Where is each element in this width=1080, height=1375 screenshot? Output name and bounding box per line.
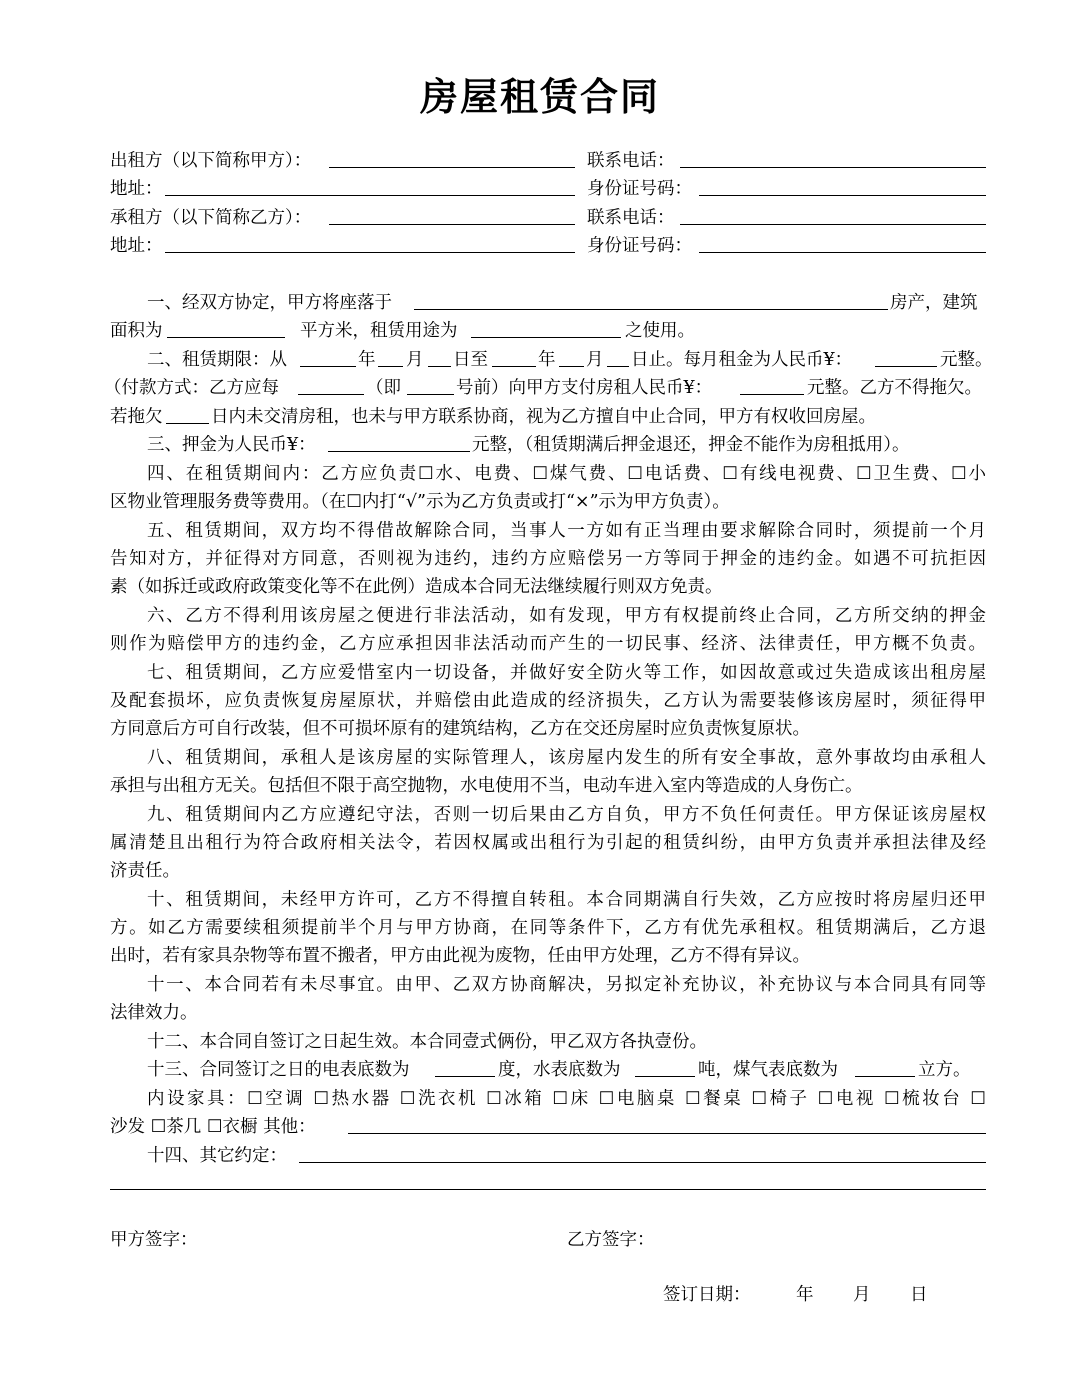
lessor-label: 出租方（以下简称甲方）： <box>110 151 312 171</box>
property-location-field[interactable] <box>414 291 888 310</box>
pay-day-field[interactable] <box>407 376 454 395</box>
clause-1-line-2 <box>110 317 986 345</box>
clause-text: （即 <box>366 378 401 398</box>
clause-7-line-2: 及配套损坏，应负责恢复房屋原状，并赔偿由此造成的经济损失，乙方认为需要装修该房屋时，须征得甲 <box>110 691 986 711</box>
clause-6-line-2: 则作为赔偿甲方的违约金，乙方应承担因非法活动而产生的一切民事、经济、法律责任，甲方概不负责。 <box>110 634 986 654</box>
start-month-field[interactable] <box>378 348 403 367</box>
end-year-field[interactable] <box>492 348 536 367</box>
deposit-field[interactable] <box>328 433 470 452</box>
other-terms-line-2[interactable] <box>110 1189 986 1190</box>
clause-1-line-1 <box>110 289 986 317</box>
lessee-id-field[interactable] <box>699 234 986 253</box>
lessor-address-field[interactable] <box>165 177 575 196</box>
lessor-id-label: 身份证号码： <box>587 179 692 199</box>
clause-9-line-3: 济责任。 <box>110 861 180 881</box>
clause-text: 二、租赁期限：从 <box>147 350 287 370</box>
clause-2-line-2 <box>104 374 986 402</box>
clause-text: 元整。乙方不得拖欠。 <box>807 378 982 398</box>
clause-6-line-1: 六、乙方不得利用该房屋之便进行非法活动，如有发现，甲方有权提前终止合同，乙方所交纳的押金 <box>147 606 986 626</box>
clause-text: 元整。 <box>940 350 993 370</box>
clause-text: 一、经双方协定，甲方将座落于 <box>147 293 392 313</box>
clause-text: 平方米，租赁用途为 <box>300 321 458 341</box>
lessor-address-row <box>110 175 986 203</box>
lessee-phone-field[interactable] <box>680 206 986 225</box>
clause-text: 号前）向甲方支付房租人民币¥： <box>456 378 713 398</box>
clause-2-line-3 <box>110 403 986 431</box>
clause-11-line-2: 法律效力。 <box>110 1003 198 1023</box>
lessor-address-label: 地址： <box>110 179 163 199</box>
clause-10-line-3: 出时，若有家具杂物等布置不搬者，甲方由此视为废物，任由甲方处理，乙方不得有异议。 <box>110 946 810 966</box>
sign-date-year: 年 <box>796 1285 814 1305</box>
party-a-signature-label: 甲方签字： <box>110 1230 198 1250</box>
clause-text: 日内未交清房租，也未与甲方联系协商，视为乙方擅自中止合同，甲方有权收回房屋。 <box>211 407 876 427</box>
other-furniture-field[interactable] <box>348 1115 986 1134</box>
usage-field[interactable] <box>471 319 621 338</box>
clause-10-line-1: 十、租赁期间，未经甲方许可，乙方不得擅自转租。本合同期满自行失效，乙方应按时将房屋归还甲 <box>147 890 986 910</box>
electric-meter-field[interactable] <box>435 1058 495 1077</box>
area-field[interactable] <box>167 319 285 338</box>
lessor-phone-field[interactable] <box>680 149 986 168</box>
end-month-field[interactable] <box>559 348 584 367</box>
clause-9-line-1: 九、租赁期间内乙方应遵纪守法，否则一切后果由乙方自负，甲方不负任何责任。甲方保证该房屋权 <box>147 805 986 825</box>
clause-text: 日至 <box>453 350 488 370</box>
pay-period-field[interactable] <box>298 376 364 395</box>
clause-3 <box>110 431 986 459</box>
sign-date-day: 日 <box>910 1285 928 1305</box>
clause-text: 十三、合同签订之日的电表底数为 <box>147 1060 410 1080</box>
clause-text: （付款方式：乙方应每 <box>104 378 279 398</box>
monthly-rent-field[interactable] <box>875 348 937 367</box>
lessee-name-field[interactable] <box>329 206 575 225</box>
party-b-signature-label: 乙方签字： <box>567 1230 655 1250</box>
clause-13 <box>110 1056 986 1084</box>
clause-text: 十四、其它约定： <box>147 1146 287 1166</box>
clause-8-line-2: 承担与出租方无关。包括但不限于高空抛物，水电使用不当，电动车进入室内等造成的人身伤亡。 <box>110 776 863 796</box>
pay-amount-field[interactable] <box>740 376 804 395</box>
gas-meter-field[interactable] <box>855 1058 915 1077</box>
clause-14 <box>110 1142 986 1170</box>
clause-text: 面积为 <box>110 321 163 341</box>
lessee-address-row <box>110 232 986 260</box>
clause-4-line-1: 四、在租赁期间内：乙方应负责☐水、电费、☐煤气费、☐电话费、☐有线电视费、☐卫生费、☐小 <box>147 464 986 484</box>
end-day-field[interactable] <box>607 348 629 367</box>
lessee-phone-label: 联系电话： <box>587 208 675 228</box>
start-year-field[interactable] <box>300 348 356 367</box>
clause-5-line-2: 告知对方，并征得对方同意，否则视为违约，违约方应赔偿另一方等同于押金的违约金。如遇不可抗拒因 <box>110 549 986 569</box>
clause-11-line-1: 十一、本合同若有未尽事宜。由甲、乙双方协商解决，另拟定补充协议，补充协议与本合同具有同等 <box>147 975 986 995</box>
late-days-field[interactable] <box>166 405 209 424</box>
clause-text: 年 <box>358 350 376 370</box>
clause-text: 月 <box>586 350 604 370</box>
lessee-address-field[interactable] <box>165 234 575 253</box>
furniture-line-2 <box>110 1113 986 1141</box>
sign-date-label: 签订日期： <box>663 1285 751 1305</box>
clause-7-line-3: 方同意后方可自行改装，但不可损坏原有的建筑结构，乙方在交还房屋时应负责恢复原状。 <box>110 719 810 739</box>
clause-text: 吨，煤气表底数为 <box>698 1060 838 1080</box>
clause-2-line-1 <box>110 346 993 374</box>
clause-text: 三、押金为人民币¥： <box>147 435 316 455</box>
clause-text: 年 <box>538 350 556 370</box>
clause-4-line-2: 区物业管理服务费等费用。（在☐内打“√”示为乙方负责或打“×”示为甲方负责）。 <box>110 492 730 512</box>
lessor-name-field[interactable] <box>329 149 575 168</box>
clause-text: 度，水表底数为 <box>498 1060 621 1080</box>
other-terms-field[interactable] <box>299 1144 986 1163</box>
lessee-id-label: 身份证号码： <box>587 236 692 256</box>
clause-text: 元整，（租赁期满后押金退还，押金不能作为房租抵用）。 <box>472 435 910 455</box>
clause-7-line-1: 七、租赁期间，乙方应爱惜室内一切设备，并做好安全防火等工作，如因故意或过失造成该出租房屋 <box>147 663 986 683</box>
lessee-address-label: 地址： <box>110 236 163 256</box>
clause-10-line-2: 方。如乙方需要续租须提前半个月与甲方协商，在同等条件下，乙方有优先承租权。租赁期满后，乙方退 <box>110 918 986 938</box>
lessor-phone-label: 联系电话： <box>587 151 675 171</box>
clause-text: 月 <box>406 350 424 370</box>
contract-title: 房屋租赁合同 <box>419 75 660 119</box>
clause-9-line-2: 属清楚且出租行为符合政府相关法令，若因权属或出租行为引起的租赁纠纷，由甲方负责并承担法律及经 <box>110 833 986 853</box>
lessor-row <box>110 147 986 175</box>
sign-date-month: 月 <box>853 1285 871 1305</box>
lessor-id-field[interactable] <box>699 177 986 196</box>
clause-text: 之使用。 <box>625 321 695 341</box>
clause-text: 若拖欠 <box>110 407 163 427</box>
clause-5-line-1: 五、租赁期间，双方均不得借故解除合同，当事人一方如有正当理由要求解除合同时，须提前一个月 <box>147 521 986 541</box>
clause-5-line-3: 素（如拆迁或政府政策变化等不在此例）造成本合同无法继续履行则双方免责。 <box>110 577 723 597</box>
clause-text: 沙发 ☐茶几 ☐衣橱 其他： <box>110 1117 316 1137</box>
water-meter-field[interactable] <box>635 1058 695 1077</box>
clause-12: 十二、本合同自签订之日起生效。本合同壹式俩份，甲乙双方各执壹份。 <box>147 1032 707 1052</box>
start-day-field[interactable] <box>428 348 451 367</box>
clause-8-line-1: 八、租赁期间，承租人是该房屋的实际管理人，该房屋内发生的所有安全事故，意外事故均由承租人 <box>147 748 986 768</box>
clause-text: 房产，建筑 <box>890 293 978 313</box>
lessee-label: 承租方（以下简称乙方）： <box>110 208 312 228</box>
clause-text: 日止。每月租金为人民币¥： <box>631 350 853 370</box>
clause-text: 立方。 <box>918 1060 971 1080</box>
lessee-row <box>110 204 986 232</box>
furniture-line-1: 内设家具：☐空调 ☐热水器 ☐洗衣机 ☐冰箱 ☐床 ☐电脑桌 ☐餐桌 ☐椅子 ☐电视 ☐梳妆台 ☐ <box>147 1089 986 1109</box>
